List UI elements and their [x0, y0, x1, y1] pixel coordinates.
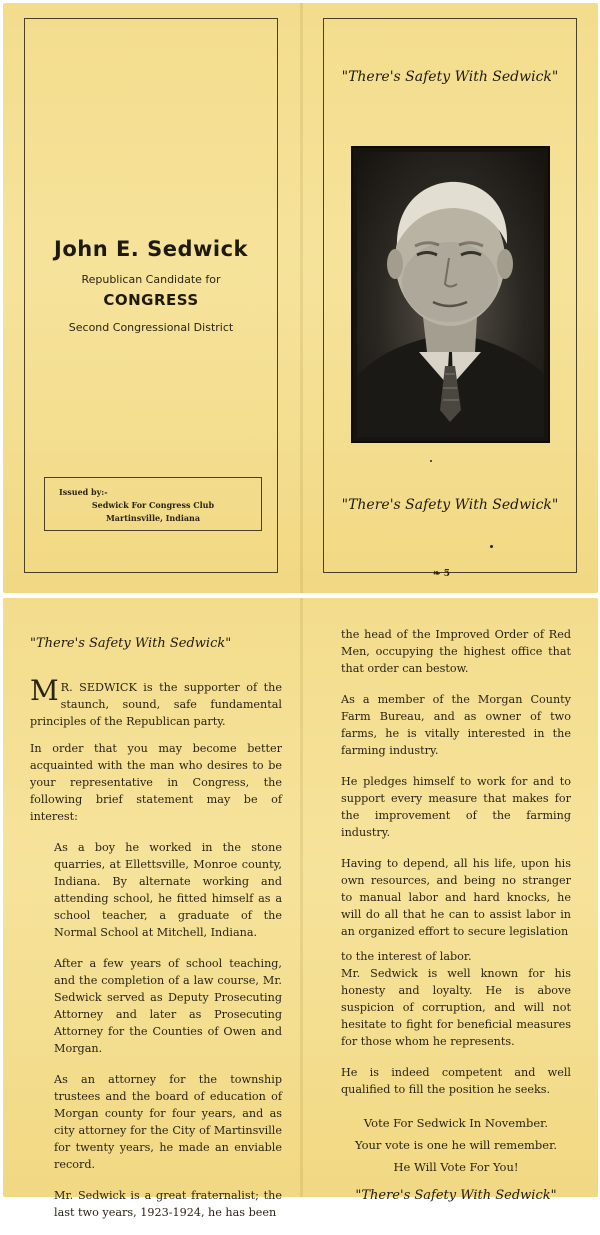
intro-paragraph: [30, 674, 282, 730]
brochure-inner-sheet: [3, 598, 598, 1219]
paragraph-labor: Having to depend, all his life, upon his own resources, and being no stranger to manual labor and hard knocks, he will do all that he can to assist labor in an organized effort to secure legislation: [341, 857, 571, 938]
drop-cap: M: [30, 674, 59, 707]
closing-slogan: "There's Safety With Sedwick": [355, 1188, 557, 1203]
candidate-party-line: Republican Candidate for: [81, 273, 221, 286]
vote-line-1: Vote For Sedwick In November.: [363, 1116, 549, 1130]
vote-line-2: Your vote is one he will remember.: [355, 1138, 557, 1152]
paragraph-qualified: He is indeed competent and well qualified to fill the position he seeks.: [341, 1066, 571, 1096]
issuing-city: Martinsville, Indiana: [105, 513, 201, 523]
paragraph-fraternalist: Mr. Sedwick is a great fraternalist; the last two years, 1923-1924, he has been: [54, 1189, 282, 1219]
candidate-district: Second Congressional District: [68, 321, 234, 334]
cover-slogan-top: "There's Safety With Sedwick": [341, 69, 559, 85]
paragraph-farm-bureau: As a member of the Morgan County Farm Bureau, and as owner of two farms, he is vitally interested in the farming industry.: [341, 693, 571, 757]
candidate-office: CONGRESS: [103, 291, 199, 309]
paragraph-red-men: the head of the Improved Order of Red Men, occupying the highest office that that order can bestow.: [341, 628, 571, 675]
page-number-mark: [433, 569, 450, 579]
paragraph-law-career: After a few years of school teaching, and the completion of a law course, Mr. Sedwick served as Deputy Prosecuting Attorney and later as Prosecuting Attorney for the Counties of Owen and Morgan.: [54, 957, 282, 1055]
candidate-name: John E. Sedwick: [54, 237, 248, 261]
issuing-club: Sedwick For Congress Club: [91, 500, 215, 510]
cover-slogan-bottom: "There's Safety With Sedwick": [341, 497, 559, 513]
brochure-outer-sheet: [3, 3, 598, 593]
portrait-photo: [357, 152, 544, 437]
ink-speck: [490, 545, 493, 548]
vote-appeal: [341, 1112, 571, 1178]
paragraph-boyhood: As a boy he worked in the stone quarries, at Ellettsville, Monroe county, Indiana. By alternate working and attending school, he fitted himself as a school teacher, a graduate of the Normal School at Mitchell, Indiana.: [54, 841, 282, 939]
inside-right-column: [341, 626, 571, 1203]
fold-crease: [300, 598, 303, 1197]
page-number: 5: [443, 569, 450, 579]
paragraph-honesty: Mr. Sedwick is well known for his honesty and loyalty. He is above suspicion of corruption, and will not hesitate to fight for beneficial measures for those whom he represents.: [341, 967, 571, 1048]
inside-left-column: [30, 636, 282, 1235]
vote-line-3: He Will Vote For You!: [393, 1160, 519, 1174]
candidate-portrait: [351, 146, 550, 443]
paragraph-acquainted: In order that you may become better acquainted with the man who desires to be your representative in Congress, the following brief statement may be of interest:: [30, 742, 282, 823]
issued-by-box: [44, 477, 262, 531]
paragraph-farming-pledge: He pledges himself to work for and to support every measure that makes for the improvement of the farming industry.: [341, 775, 571, 839]
ornament-icon: ❧: [433, 569, 441, 579]
ink-speck: [430, 460, 432, 462]
front-cover-panel: [323, 18, 577, 573]
issued-by-label: Issued by:-: [59, 487, 108, 497]
fold-crease: [300, 3, 303, 593]
paragraph-attorney: As an attorney for the township trustees and the board of education of Morgan county for four years, and as city attorney for the City of Martinsville for twenty years, he made an enviable record.: [54, 1073, 282, 1171]
portrait-illustration: [357, 152, 544, 437]
back-cover-panel: [24, 18, 278, 573]
paragraph-labor-end: to the interest of labor.: [341, 950, 472, 963]
inside-slogan: "There's Safety With Sedwick": [30, 636, 232, 651]
intro-text: R. SEDWICK is the supporter of the staunch, sound, safe fundamental principles of the Republican party.: [30, 681, 282, 728]
